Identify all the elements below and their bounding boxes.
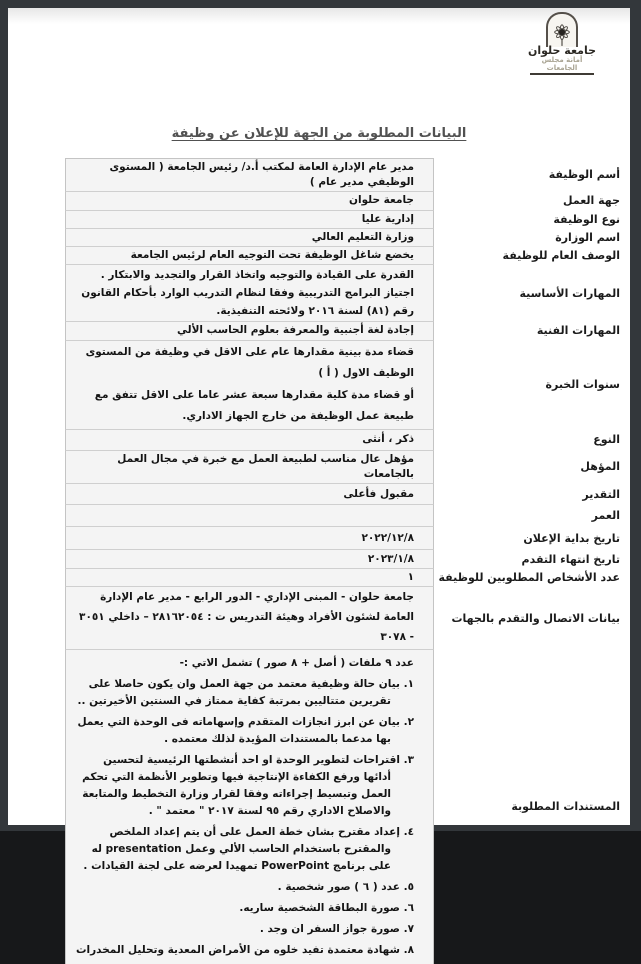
grade-value: مقبول فأعلى xyxy=(65,484,434,505)
logo-underline xyxy=(530,73,594,75)
positions-count-value: ١ xyxy=(65,569,434,587)
required-documents-label: المستندات المطلوبة xyxy=(511,799,620,813)
job-type-label: نوع الوظيفة xyxy=(553,212,620,226)
employer-value: جامعة حلوان xyxy=(65,192,434,210)
ministry-value: وزارة التعليم العالي xyxy=(65,229,434,247)
row-age xyxy=(65,505,630,527)
doc-item-number: ٣. xyxy=(403,754,414,766)
doc-item-text: بيان حالة وظيفية معتمد من جهة العمل وان يكون حاصلا على تقريرين متتاليين بمرتبة كفاية ممتاز في السنتين الأخيرتين .. xyxy=(77,678,400,707)
contact-info-value: جامعة حلوان - المبنى الإداري - الدور الرابع - مدير عام الإدارة العامة لشئون الأفراد وهيئة التدريس ت : ٢٨١٦٢٠٥٤ – داخلي ٣٠٥١ - ٣٠٧٨ xyxy=(65,587,434,650)
qualification-label: المؤهل xyxy=(580,460,620,474)
doc-item-number: ١. xyxy=(403,678,414,690)
experience-years-label: سنوات الخبرة xyxy=(545,378,620,392)
logo-university-name: جامعة حلوان xyxy=(527,44,597,57)
row-job-title xyxy=(65,158,630,192)
doc-item-number: ٤. xyxy=(403,826,414,838)
row-job-type xyxy=(65,211,630,229)
doc-item-number: ٧. xyxy=(403,923,414,935)
application-end-date-value: ٢٠٢٣/١/٨ xyxy=(65,550,434,569)
row-qualification xyxy=(65,451,630,484)
logo-secretariat-line: أمانة مجلس الجامعات xyxy=(541,56,583,72)
contact-info-label: بيانات الاتصال والتقدم بالجهات xyxy=(451,611,620,625)
job-title-label: أسم الوظيفة xyxy=(548,168,620,182)
row-basic-skills xyxy=(65,265,630,322)
doc-item-number: ٦. xyxy=(403,902,414,914)
page-title: البيانات المطلوبة من الجهة للإعلان عن وظيفة xyxy=(171,126,467,141)
employer-label: جهة العمل xyxy=(563,194,620,208)
required-doc-item xyxy=(74,752,414,820)
doc-item-text: اقتراحات لتطوير الوحدة او احد أنشطتها الرئيسية لتحسين أدائها ورفع الكفاءة الإنتاجية فيها وتطوير الأنظمة التي تحكم العمل وتبسيط إجراءاته وفقا لقرار وزارة التخطيط والمتابعة والاصلاح الاداري رقم ٩٥ لسنة ٢٠١٧ " معتمد " . xyxy=(82,754,400,817)
doc-item-text: صورة جواز السفر ان وجد . xyxy=(259,923,400,935)
row-general-description xyxy=(65,247,630,265)
qualification-value: مؤهل عال مناسب لطبيعة العمل مع خبرة في مجال العمل بالجامعات xyxy=(65,451,434,484)
grade-label: التقدير xyxy=(582,487,620,501)
row-grade xyxy=(65,484,630,505)
row-required-documents xyxy=(65,650,630,964)
gender-value: ذكر ، أنثى xyxy=(65,430,434,451)
row-contact-info xyxy=(65,587,630,650)
announcement-start-date-value: ٢٠٢٢/١٢/٨ xyxy=(65,527,434,550)
doc-item-number: ٥. xyxy=(403,881,414,893)
announcement-start-date-label: تاريخ بداية الإعلان xyxy=(523,531,620,545)
application-end-date-label: تاريخ انتهاء التقدم xyxy=(521,552,620,566)
row-application-end-date xyxy=(65,550,630,569)
positions-count-label: عدد الأشخاص المطلوبين للوظيفة xyxy=(438,571,620,585)
doc-item-number: ٨. xyxy=(403,944,414,956)
required-doc-item xyxy=(74,879,414,896)
ministry-label: اسم الوزارة xyxy=(555,230,620,244)
row-ministry xyxy=(65,229,630,247)
technical-skills-label: المهارات الفنية xyxy=(536,324,620,338)
row-experience-years xyxy=(65,341,630,430)
required-doc-item xyxy=(74,900,414,917)
gender-label: النوع xyxy=(593,433,620,447)
job-announcement-form xyxy=(65,158,630,964)
required-doc-item xyxy=(74,921,414,938)
doc-item-text: صورة البطاقة الشخصية ساريه. xyxy=(239,902,400,914)
doc-item-text: بيان عن ابرز انجازات المتقدم وإسهاماته فى الوحدة التي يعمل بها مدعما بالمستندات المؤيدة لذلك معتمده . xyxy=(77,716,400,745)
required-doc-item xyxy=(74,676,414,710)
document-page xyxy=(8,8,630,956)
required-doc-item xyxy=(74,942,414,959)
general-description-label: الوصف العام للوظيفة xyxy=(502,249,620,263)
job-type-value: إدارية عليا xyxy=(65,211,434,229)
basic-skills-label: المهارات الأساسية xyxy=(519,286,620,300)
age-value xyxy=(65,505,434,527)
row-technical-skills xyxy=(65,322,630,340)
required-docs-intro: عدد ٩ ملفات ( أصل + ٨ صور ) تشمل الاتي :- xyxy=(179,657,414,670)
required-documents-value xyxy=(65,650,434,964)
logo-arch-icon xyxy=(546,12,578,47)
required-doc-item xyxy=(74,714,414,748)
job-title-value: مدير عام الإدارة العامة لمكتب أ.د/ رئيس الجامعة ( المستوى الوظيفي مدير عام ) xyxy=(65,158,434,192)
age-label: العمر xyxy=(591,509,620,523)
row-announcement-start-date xyxy=(65,527,630,550)
technical-skills-value: إجادة لغة أجنبية والمعرفة بعلوم الحاسب الألي xyxy=(65,322,434,340)
row-positions-count xyxy=(65,569,630,587)
experience-years-value: قضاء مدة بينية مقدارها عام على الاقل في وظيفة من المستوى الوظيف الاول ( أ ) أو قضاء مدة كلية مقدارها سبعة عشر عاما على الاقل تتفق مع طبيعة عمل الوظيفة من خارج الجهاز الاداري. xyxy=(65,341,434,430)
doc-item-text: شهادة معتمدة تفيد خلوه من الأمراض المعدية وتحليل المخدرات xyxy=(75,944,400,956)
doc-item-number: ٢. xyxy=(403,716,414,728)
row-employer xyxy=(65,192,630,210)
university-logo xyxy=(526,9,598,75)
basic-skills-value: القدرة على القيادة والتوجيه واتخاذ القرار والتجديد والابتكار . اجتياز البرامج التدريبية وفقا لنظام التدريب الوارد بأحكام القانون رقم (٨١) لسنة ٢٠١٦ ولائحته التنفيذية. xyxy=(65,265,434,322)
row-gender xyxy=(65,430,630,451)
doc-item-text: إعداد مقترح بشان خطة العمل على أن يتم إعداد الملخص والمقترح باستخدام الحاسب الألي وعمل presentation له على برنامج PowerPoint تمهيدا لعرضه على لجنة القيادات . xyxy=(83,826,400,872)
required-doc-item xyxy=(74,824,414,875)
doc-item-text: عدد ( ٦ ) صور شخصية . xyxy=(277,881,400,893)
general-description-value: يخضع شاغل الوظيفة تحت التوجيه العام لرئيس الجامعة xyxy=(65,247,434,265)
